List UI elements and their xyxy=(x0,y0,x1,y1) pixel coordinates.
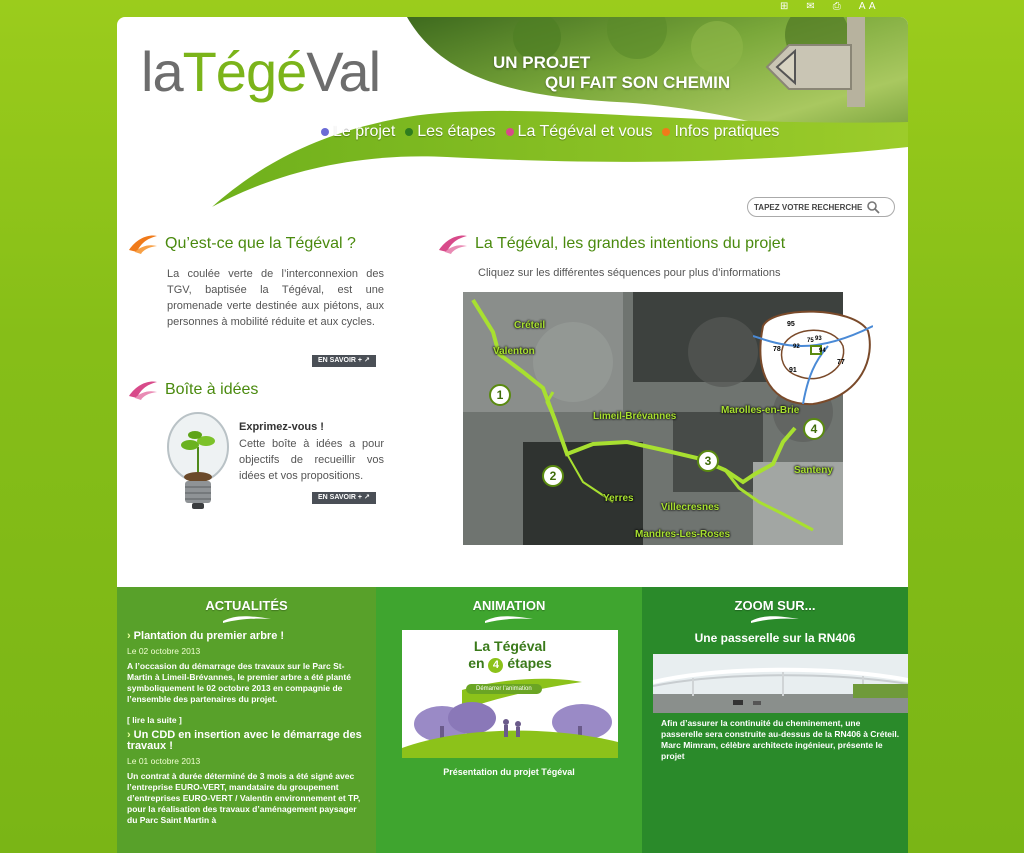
search-input[interactable] xyxy=(754,203,866,212)
pink-swoosh-icon xyxy=(127,378,159,402)
lightbulb-plant-icon xyxy=(165,411,231,517)
zoom-text: Afin d’assurer la continuité du cheminement, une passerelle sera construite au-dessus de la RN406 à Créteil. Marc Mimram, célèbre architecte ingénieur, présente le projet xyxy=(661,718,900,761)
ideas-subtitle: Exprimez-vous ! xyxy=(239,421,324,433)
sequence-2-button[interactable]: 2 xyxy=(542,465,564,487)
orange-swoosh-icon xyxy=(127,232,159,256)
dept-label: 92 xyxy=(793,344,800,350)
tagline-line: UN PROJET xyxy=(493,53,591,72)
ideas-more-button[interactable]: EN SAVOIR + ↗ xyxy=(312,492,376,504)
main-card xyxy=(117,17,908,587)
news-text: Un contrat à durée déterminé de 3 mois a été signé avec l’entreprise EURO-VERT, mandataire du groupement d’entreprises EURO-VERT / Valentin environnement et TP, pour la réalisation des travaux d’aménagement paysager du Parc Saint Martin à xyxy=(127,771,361,825)
logo-part: Tégé xyxy=(182,40,307,103)
news-list xyxy=(117,631,376,826)
ideas-text: Cette boîte à idées a pour objectifs de recueillir vos idées et vos propositions. xyxy=(239,438,384,482)
font-size-icon[interactable]: A A xyxy=(858,1,876,12)
tagline-line: QUI FAIT SON CHEMIN xyxy=(545,73,731,92)
logo-part: Val xyxy=(306,40,381,103)
bullet-icon xyxy=(321,128,329,136)
dept-label: 91 xyxy=(789,367,797,374)
panel-title: ACTUALITÉS xyxy=(205,598,288,613)
map-label-yerres[interactable]: Yerres xyxy=(603,493,634,504)
sequence-1-button[interactable]: 1 xyxy=(489,384,511,406)
animation-heading xyxy=(402,638,618,673)
nav-label: Les étapes xyxy=(417,123,496,140)
utility-bar xyxy=(780,0,900,14)
dept-label: 77 xyxy=(837,359,845,366)
news-item-title[interactable]: › Un CDD en insertion avec le démarrage des travaux ! xyxy=(127,729,362,752)
ideas-heading xyxy=(127,378,258,402)
department-inset-map xyxy=(753,306,873,406)
animation-heading-line: La Tégéval xyxy=(473,638,547,654)
dept-label: 78 xyxy=(773,346,781,353)
news-title-text: Plantation du premier arbre ! xyxy=(133,630,285,642)
nav-label: Le projet xyxy=(333,123,396,140)
map-label-marolles[interactable]: Marolles-en-Brie xyxy=(721,405,800,416)
news-panel xyxy=(117,587,376,853)
bullet-icon xyxy=(405,128,413,136)
bullet-icon xyxy=(506,128,514,136)
header-banner xyxy=(117,17,908,207)
search-box xyxy=(747,197,895,217)
dept-label: 93 xyxy=(815,336,822,342)
tagline xyxy=(493,53,730,93)
zoom-panel xyxy=(642,587,908,853)
news-date: Le 02 octobre 2013 xyxy=(127,646,201,656)
section-title: La Tégéval, les grandes intentions du projet xyxy=(475,235,786,252)
nav-label: La Tégéval et vous xyxy=(517,123,653,140)
sequence-3-button[interactable]: 3 xyxy=(697,450,719,472)
what-is-heading xyxy=(127,232,356,256)
nav-item-infos-pratiques[interactable] xyxy=(662,123,779,141)
sequence-4-button[interactable]: 4 xyxy=(803,418,825,440)
map-label-villecresnes[interactable]: Villecresnes xyxy=(661,502,720,513)
section-title: Qu’est-ce que la Tégéval ? xyxy=(165,235,356,252)
news-item-title[interactable]: › Plantation du premier arbre ! xyxy=(127,630,285,642)
animation-preview[interactable] xyxy=(402,630,618,758)
print-icon[interactable]: ⎙ xyxy=(832,1,841,12)
dept-label: 94 xyxy=(819,348,826,354)
nav-item-tegeval-et-vous[interactable] xyxy=(506,123,653,141)
nav-label: Infos pratiques xyxy=(674,123,780,140)
wave-icon xyxy=(223,615,271,623)
map-label-santeny[interactable]: Santeny xyxy=(794,465,833,476)
nav-item-etapes[interactable] xyxy=(405,123,495,141)
main-nav xyxy=(321,123,779,141)
button-label: EN SAVOIR + xyxy=(318,357,363,364)
dept-label: 95 xyxy=(787,321,795,328)
sitemap-icon[interactable]: ⊞ xyxy=(780,1,789,12)
animation-panel xyxy=(376,587,642,853)
news-text: A l’occasion du démarrage des travaux sur le Parc St-Martin à Limeil-Brévannes, le premier arbre a été planté symboliquement le 02 octobre 2013 en compagnie de l’ensemble des partenaires du projet. xyxy=(127,661,351,704)
nav-item-projet[interactable] xyxy=(321,123,395,141)
animation-caption[interactable]: Présentation du projet Tégéval xyxy=(443,767,575,777)
map-label-valenton[interactable]: Valenton xyxy=(493,346,535,357)
news-title-text: Un CDD en insertion avec le démarrage des travaux ! xyxy=(127,729,362,752)
map-label-creteil[interactable]: Créteil xyxy=(514,320,546,331)
panel-title: ZOOM SUR... xyxy=(734,598,816,613)
news-date: Le 01 octobre 2013 xyxy=(127,756,201,766)
panel-title: ANIMATION xyxy=(472,598,546,613)
read-more-link[interactable]: [ lire la suite ] xyxy=(127,715,182,725)
search-icon[interactable] xyxy=(866,200,880,214)
animation-heading-line: étapes xyxy=(503,655,552,671)
logo-part: la xyxy=(141,40,183,103)
footbridge-image[interactable] xyxy=(653,654,908,713)
start-animation-button[interactable]: Démarrer l’animation xyxy=(466,684,542,694)
map-label-limeil[interactable]: Limeil-Brévannes xyxy=(593,411,677,422)
bullet-icon xyxy=(662,128,670,136)
pink-swoosh-icon xyxy=(437,232,469,256)
project-subtitle: Cliquez sur les différentes séquences pour plus d’informations xyxy=(478,267,781,279)
wave-icon xyxy=(485,615,533,623)
step-count-badge: 4 xyxy=(488,658,503,673)
mail-icon[interactable]: ✉ xyxy=(806,1,815,12)
zoom-subtitle[interactable]: Une passerelle sur la RN406 xyxy=(694,631,856,645)
site-logo[interactable] xyxy=(141,39,380,104)
what-is-text: La coulée verte de l’interconnexion des TGV, baptisée la Tégéval, est une promenade verte destinée aux piétons, aux personnes à mobilité réduite et aux cycles. xyxy=(167,268,384,328)
button-label: EN SAVOIR + xyxy=(318,494,363,501)
what-is-more-button[interactable]: EN SAVOIR + ↗ xyxy=(312,355,376,367)
wave-icon xyxy=(751,615,799,623)
dept-label: 75 xyxy=(807,338,814,344)
section-title: Boîte à idées xyxy=(165,381,259,398)
map-label-mandres[interactable]: Mandres-Les-Roses xyxy=(635,529,731,540)
animation-heading-line: en xyxy=(468,655,489,671)
project-heading xyxy=(437,232,785,256)
